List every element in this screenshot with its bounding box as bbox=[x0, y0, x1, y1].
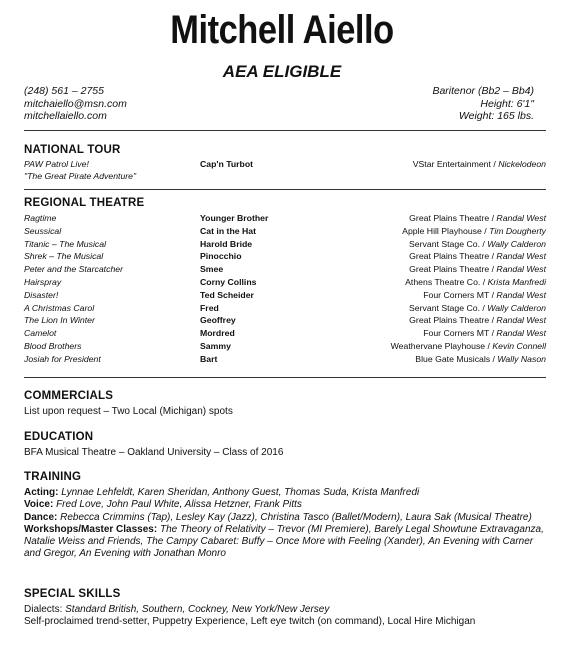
venue-name: Servant Stage Co. bbox=[409, 302, 480, 313]
venue-name: Weathervane Playhouse bbox=[390, 341, 486, 351]
credit-row bbox=[24, 251, 546, 264]
director-name: Tim Dougherty bbox=[489, 225, 546, 236]
director-name: Randal West bbox=[496, 328, 546, 339]
show-subtitle: "The Great Pirate Adventure" bbox=[24, 171, 137, 181]
venue: Weathervane Playhouse / Kevin Connell bbox=[390, 341, 546, 351]
role-name: Corny Collins bbox=[200, 277, 257, 287]
divider bbox=[24, 130, 546, 131]
role-name: Pinocchio bbox=[200, 251, 242, 262]
weight-stat: Weight: 165 lbs. bbox=[458, 110, 534, 122]
role-name: Ted Scheider bbox=[200, 289, 254, 300]
role-name: Mordred bbox=[200, 328, 235, 339]
venue: Great Plains Theatre / Randal West bbox=[409, 251, 546, 262]
actor-name: Mitchell Aiello bbox=[170, 8, 394, 52]
show-title: Titanic – The Musical bbox=[24, 238, 107, 249]
special-skills-text bbox=[24, 604, 544, 629]
venue-name: Four Corners MT bbox=[423, 328, 490, 339]
show-title: The Lion In Winter bbox=[24, 315, 95, 326]
credit-row bbox=[24, 264, 546, 277]
venue: Great Plains Theatre / Randal West bbox=[409, 264, 546, 275]
credit-row-sub bbox=[24, 171, 546, 184]
director-name: Randal West bbox=[496, 251, 546, 262]
training-acting: Acting: Lynnae Lehfeldt, Karen Sheridan, Anthony Guest, Thomas Suda, Krista Manfredi bbox=[24, 487, 420, 498]
physical-stats bbox=[432, 85, 534, 123]
show-title: A Christmas Carol bbox=[24, 302, 95, 313]
director-name: Nickelodeon bbox=[498, 159, 546, 169]
credit-row bbox=[24, 226, 546, 239]
director-name: Randal West bbox=[496, 213, 546, 223]
venue: Great Plains Theatre / Randal West bbox=[409, 315, 546, 326]
phone-number: (248) 561 – 2755 bbox=[24, 85, 104, 97]
venue-name: Great Plains Theatre bbox=[409, 315, 490, 326]
height-stat: Height: 6'1" bbox=[480, 97, 534, 110]
role-name: Cat in the Hat bbox=[200, 225, 256, 236]
venue-name: Great Plains Theatre bbox=[409, 251, 490, 262]
venue: Servant Stage Co. / Wally Calderon bbox=[409, 238, 546, 249]
director-name: Randal West bbox=[496, 264, 546, 275]
divider bbox=[24, 377, 546, 378]
director-name: Randal West bbox=[496, 289, 546, 300]
regional-theatre-heading: REGIONAL THEATRE bbox=[24, 197, 145, 209]
special-skills-heading: SPECIAL SKILLS bbox=[24, 588, 121, 600]
credit-row bbox=[24, 303, 546, 316]
role-name: Smee bbox=[200, 264, 224, 275]
commercials-text: List upon request – Two Local (Michigan) spots bbox=[24, 406, 233, 417]
show-title: Camelot bbox=[24, 328, 57, 339]
divider bbox=[24, 189, 546, 190]
director-name: Krista Manfredi bbox=[487, 277, 546, 287]
credit-row bbox=[24, 159, 546, 172]
credit-row bbox=[24, 290, 546, 303]
venue-name: Athens Theatre Co. bbox=[405, 277, 481, 287]
email-address: mitchaiello@msn.com bbox=[24, 97, 127, 110]
role-name: Younger Brother bbox=[200, 213, 269, 223]
venue-name: Great Plains Theatre bbox=[409, 213, 490, 223]
director-name: Wally Nason bbox=[497, 353, 546, 364]
show-title: Hairspray bbox=[24, 277, 62, 287]
credit-row bbox=[24, 277, 546, 290]
venue: Servant Stage Co. / Wally Calderon bbox=[409, 302, 546, 313]
venue: Four Corners MT / Randal West bbox=[423, 328, 546, 339]
venue-name: Great Plains Theatre bbox=[409, 264, 490, 275]
venue-name: Four Corners MT bbox=[423, 289, 490, 300]
training-workshops: Workshops/Master Classes: The Theory of Relativity – Trevor (MI Premiere), Barely Legal Showtune Extravaganza, Natalie Weiss and Friends, The Campy Cabaret: Buffy – Once More with Feeling (Xander), An Evening with Carner and Gregor, An Evening with Jonathan Monro bbox=[24, 523, 544, 560]
training-heading: TRAINING bbox=[24, 471, 82, 483]
show-title: Ragtime bbox=[24, 213, 57, 223]
union-status: AEA ELIGIBLE bbox=[222, 62, 342, 81]
other-skills-line: Self-proclaimed trend-setter, Puppetry Experience, Left eye twitch (on command), Local Hire Michigan bbox=[24, 616, 476, 628]
venue: Blue Gate Musicals / Wally Nason bbox=[415, 353, 546, 364]
venue-name: Blue Gate Musicals bbox=[415, 353, 491, 364]
director-name: Wally Calderon bbox=[487, 238, 546, 249]
education-text: BFA Musical Theatre – Oakland University – Class of 2016 bbox=[24, 447, 284, 458]
show-title: Disaster! bbox=[24, 289, 59, 300]
credit-row bbox=[24, 315, 546, 328]
venue-name: Servant Stage Co. bbox=[409, 238, 480, 249]
show-title: Blood Brothers bbox=[24, 341, 82, 351]
credit-row bbox=[24, 239, 546, 252]
training-voice: Voice: Fred Love, John Paul White, Alissa Hetzner, Frank Pitts bbox=[24, 499, 302, 511]
education-heading: EDUCATION bbox=[24, 431, 94, 443]
credit-row bbox=[24, 213, 546, 226]
voice-type: Baritenor (Bb2 – Bb4) bbox=[432, 85, 534, 97]
training-details bbox=[24, 487, 544, 561]
website-link[interactable]: mitchellaiello.com bbox=[24, 110, 107, 122]
venue-name: Apple Hill Playhouse bbox=[402, 225, 482, 236]
company-name: VStar Entertainment bbox=[412, 159, 491, 169]
credit-row bbox=[24, 328, 546, 341]
credit-row bbox=[24, 341, 546, 354]
show-title: Shrek – The Musical bbox=[24, 251, 104, 262]
venue: Great Plains Theatre / Randal West bbox=[409, 213, 546, 223]
venue: Four Corners MT / Randal West bbox=[423, 289, 546, 300]
national-tour-heading: NATIONAL TOUR bbox=[24, 144, 121, 156]
director-name: Wally Calderon bbox=[487, 302, 546, 313]
training-dance: Dance: Rebecca Crimmins (Tap), Lesley Kay (Jazz), Christina Tasco (Ballet/Modern), Laura Sak (Musical Theatre) bbox=[24, 511, 532, 523]
show-title: Peter and the Starcatcher bbox=[24, 264, 123, 275]
role-name: Harold Bride bbox=[200, 238, 253, 249]
show-title: Josiah for President bbox=[24, 353, 101, 364]
role-name: Bart bbox=[200, 353, 218, 364]
credit-row bbox=[24, 354, 546, 367]
director-name: Kevin Connell bbox=[492, 341, 546, 351]
role-name: Fred bbox=[200, 302, 219, 313]
role-name: Cap'n Turbot bbox=[200, 159, 254, 169]
venue: Apple Hill Playhouse / Tim Dougherty bbox=[402, 225, 546, 236]
role-name: Sammy bbox=[200, 341, 231, 351]
show-title: Seussical bbox=[24, 225, 62, 236]
contact-info bbox=[24, 85, 127, 123]
venue: VStar Entertainment / Nickelodeon bbox=[412, 159, 546, 169]
commercials-heading: COMMERCIALS bbox=[24, 390, 114, 402]
role-name: Geoffrey bbox=[200, 315, 236, 326]
show-title: PAW Patrol Live! bbox=[24, 159, 89, 169]
dialects-line: Dialects: Standard British, Southern, Cockney, New York/New Jersey bbox=[24, 604, 330, 615]
venue: Athens Theatre Co. / Krista Manfredi bbox=[405, 277, 546, 287]
director-name: Randal West bbox=[496, 315, 546, 326]
